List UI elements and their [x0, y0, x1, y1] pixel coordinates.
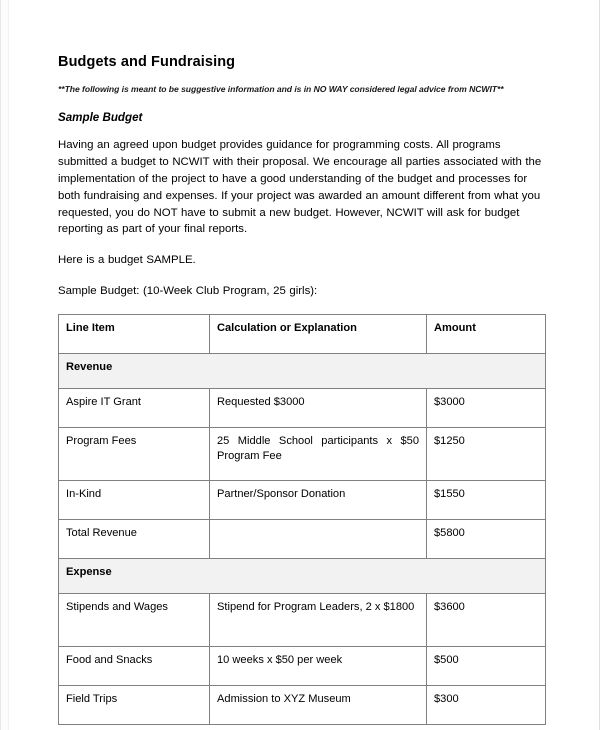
section-label-expense: Expense: [59, 558, 546, 593]
cell-explanation: [210, 519, 427, 558]
table-row: [59, 685, 546, 724]
table-row: [59, 388, 546, 427]
page-title: Budgets and Fundraising: [58, 54, 236, 70]
column-header-amount: Amount: [427, 314, 546, 353]
cell-amount: $500: [427, 646, 546, 685]
cell-explanation: Stipend for Program Leaders, 2 x $1800: [210, 593, 427, 646]
document-content: [58, 54, 545, 725]
table-header-row: [59, 314, 546, 353]
sample-line: Here is a budget SAMPLE.: [58, 254, 196, 267]
cell-line-item: Program Fees: [59, 427, 210, 480]
table-section-row-revenue: [59, 353, 546, 388]
cell-line-item: Food and Snacks: [59, 646, 210, 685]
cell-line-item: Field Trips: [59, 685, 210, 724]
cell-line-item: Aspire IT Grant: [59, 388, 210, 427]
cell-explanation: Admission to XYZ Museum: [210, 685, 427, 724]
table-row: [59, 427, 546, 480]
section-label-revenue: Revenue: [59, 353, 546, 388]
table-section-row-expense: [59, 558, 546, 593]
cell-explanation: Requested $3000: [210, 388, 427, 427]
legal-disclaimer: **The following is meant to be suggestive information and is in NO WAY considered legal advice from NCWIT**: [58, 84, 504, 95]
section-heading-sample-budget: Sample Budget: [58, 110, 143, 124]
cell-line-item: In-Kind: [59, 480, 210, 519]
table-row: [59, 646, 546, 685]
table-row: [59, 519, 546, 558]
budget-table: [58, 314, 546, 725]
cell-amount: $3000: [427, 388, 546, 427]
column-header-calculation: Calculation or Explanation: [210, 314, 427, 353]
table-caption: Sample Budget: (10-Week Club Program, 25 girls):: [58, 284, 318, 297]
table-row: [59, 480, 546, 519]
cell-explanation: Partner/Sponsor Donation: [210, 480, 427, 519]
cell-amount: $1250: [427, 427, 546, 480]
cell-amount: $3600: [427, 593, 546, 646]
cell-line-item: Stipends and Wages: [59, 593, 210, 646]
column-header-line-item: Line Item: [59, 314, 210, 353]
cell-amount: $1550: [427, 480, 546, 519]
cell-explanation: 25 Middle School participants x $50 Program Fee: [210, 427, 427, 480]
cell-line-item: Total Revenue: [59, 519, 210, 558]
cell-explanation: 10 weeks x $50 per week: [210, 646, 427, 685]
page-left-margin-edge: [1, 0, 9, 730]
table-row: [59, 593, 546, 646]
cell-amount: $5800: [427, 519, 546, 558]
intro-paragraph: Having an agreed upon budget provides guidance for programming costs. All programs submitted a budget to NCWIT with their proposal. We encourage all parties associated with the implementation of the project to have a good understanding of the budget and processes for both fundraising and expenses. If your project was awarded an amount different from what you requested, you do NOT have to submit a new budget. However, NCWIT will ask for budget reporting as part of your final reports.: [58, 139, 542, 236]
cell-amount: $300: [427, 685, 546, 724]
